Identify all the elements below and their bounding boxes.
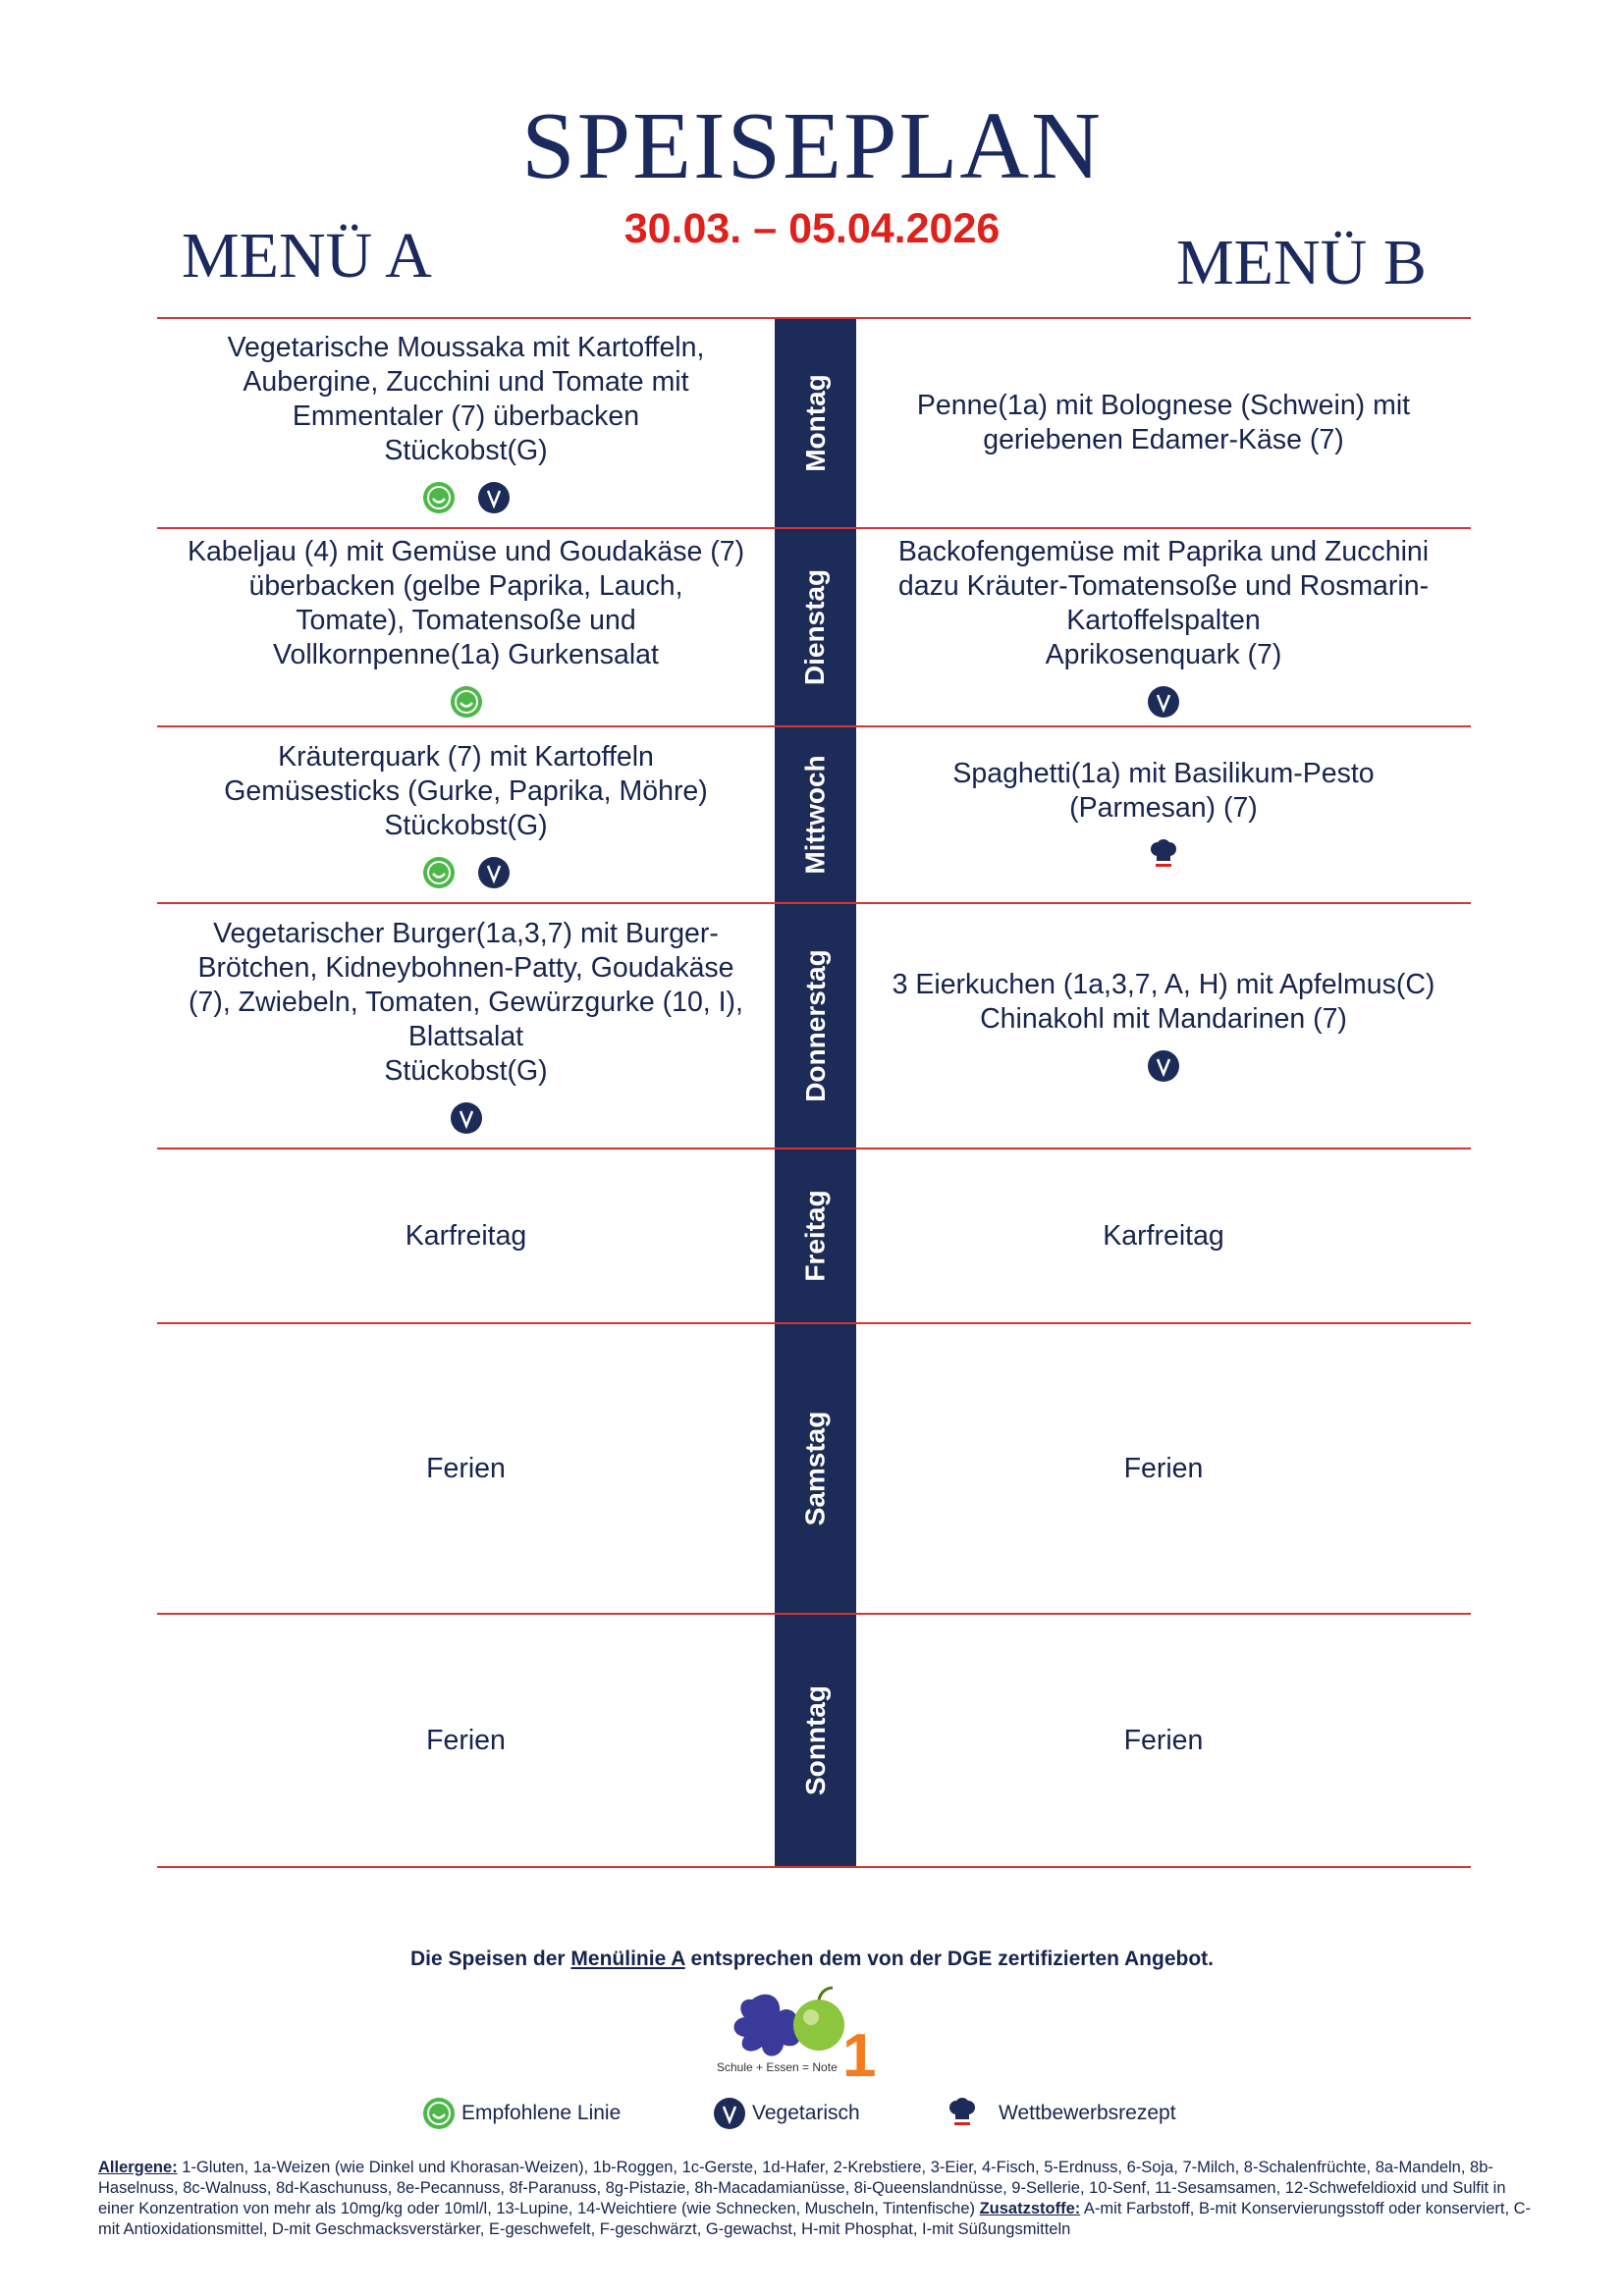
- additives-label: Zusatzstoffe:: [979, 2200, 1081, 2217]
- recommended-icon: [422, 856, 456, 889]
- dish-text: Kräuterquark (7) mit Kartoffeln Gemüsesticks (Gurke, Paprika, Möhre) Stückobst(G): [224, 740, 708, 841]
- dish-text: Backofengemüse mit Paprika und Zucchini dazu Kräuter-Tomatensoße und Rosmarin- Kartoffelspalten Aprikosenquark (7): [897, 536, 1430, 670]
- menu-b-dienstag: [856, 529, 1471, 725]
- date-range: 30.03. – 05.04.2026: [623, 205, 1001, 252]
- dish-text: Ferien: [426, 1452, 506, 1484]
- day-label-mittwoch: [775, 727, 856, 902]
- menu-b-samstag: [856, 1324, 1471, 1613]
- logo-splash: [734, 1995, 800, 2056]
- school-meal-logo: [713, 1980, 899, 2083]
- dish-icons: [1147, 684, 1180, 720]
- day-name: Montag: [799, 374, 831, 472]
- menu-a-donnerstag: [157, 904, 775, 1148]
- logo-apple: [793, 2000, 844, 2051]
- day-label-montag: [775, 319, 856, 527]
- meal-plan-table: [157, 317, 1471, 1867]
- additives-text: A-mit Farbstoff, B-mit Konservierungsstoff oder konserviert, C-mit Antioxidationsmittel, D-mit Geschmacksverstärker, E-geschwefelt, F-geschwärzt, G-gewachst, H-mit Phosphat, I-mit Süßungsmitteln: [98, 2200, 1532, 2238]
- menu-b-donnerstag: [856, 904, 1471, 1148]
- day-label-samstag: [775, 1324, 856, 1613]
- dish-text: Kabeljau (4) mit Gemüse und Goudakäse (7) überbacken (gelbe Paprika, Lauch, Tomate), Tomatensoße und Vollkornpenne(1a) Gurkensalat: [187, 536, 745, 670]
- allergen-info: [98, 2158, 1536, 2240]
- menu-b-montag: [856, 319, 1471, 527]
- day-name: Mittwoch: [799, 755, 831, 875]
- menu-a-dienstag: [157, 529, 775, 725]
- menu-a-mittwoch: [157, 727, 775, 902]
- vegetarian-icon: [1147, 1049, 1180, 1083]
- day-name: Donnerstag: [799, 949, 831, 1102]
- dge-menu-link: Menülinie A: [570, 1948, 685, 1970]
- day-name: Samstag: [799, 1411, 831, 1526]
- legend-vegetarian: [713, 2097, 860, 2130]
- day-name: Dienstag: [799, 568, 831, 686]
- logo-text: Schule + Essen = Note: [717, 2060, 838, 2074]
- dge-note-suffix: entsprechen dem von der DGE zertifizierten Angebot.: [684, 1948, 1214, 1970]
- legend-vegetarian-label: Vegetarisch: [752, 2102, 860, 2124]
- menu-b-sonntag: [856, 1615, 1471, 1866]
- recommended-icon: [450, 685, 483, 719]
- menu-a-sonntag: [157, 1615, 775, 1866]
- menu-a-freitag: [157, 1149, 775, 1322]
- legend-competition-label: Wettbewerbsrezept: [999, 2102, 1176, 2124]
- dish-icons: [450, 1100, 483, 1136]
- dge-note-prefix: Die Speisen der: [410, 1948, 571, 1970]
- dish-text: 3 Eierkuchen (1a,3,7, A, H) mit Apfelmus(C) Chinakohl mit Mandarinen (7): [892, 969, 1435, 1035]
- logo-number: 1: [842, 2022, 877, 2083]
- menu-b-freitag: [856, 1149, 1471, 1322]
- legend-competition: [946, 2097, 1176, 2130]
- day-label-freitag: [775, 1149, 856, 1322]
- recommended-icon: [422, 2097, 456, 2130]
- dish-text: Karfreitag: [405, 1219, 527, 1252]
- menu-b-mittwoch: [856, 727, 1471, 902]
- dish-text: Karfreitag: [1103, 1219, 1224, 1252]
- dish-text: Spaghetti(1a) mit Basilikum-Pesto (Parmesan) (7): [952, 758, 1375, 824]
- dish-icons: [1147, 837, 1180, 873]
- dish-text: Penne(1a) mit Bolognese (Schwein) mit geriebenen Edamer-Käse (7): [916, 390, 1411, 455]
- day-label-sonntag: [775, 1615, 856, 1866]
- legend: [0, 2097, 1624, 2136]
- vegetarian-icon: [477, 481, 511, 514]
- allergens-text: 1-Gluten, 1a-Weizen (wie Dinkel und Khorasan-Weizen), 1b-Roggen, 1c-Gerste, 1d-Hafer, 2-Krebstiere, 3-Eier, 4-Fisch, 5-Erdnuss, 6-Soja, 7-Milch, 8-Schalenfrüchte, 8a-Mandeln, 8b-Haselnuss, 8c-Walnuss, 8d-Kaschunuss, 8e-Pecannuss, 8f-Paranuss, 8g-Pistazie, 8h-Macadamianüsse, 8i-Queenslandnüsse, 9-Sellerie, 10-Senf, 11-Sesamsamen, 12-Schwefeldioxid und Sulfit in einer Konzentration von mehr als 10mg/kg oder 10ml/l, 13-Lupine, 14-Weichtiere (wie Schnecken, Muscheln, Tintenfische): [98, 2159, 1506, 2217]
- day-label-donnerstag: [775, 904, 856, 1148]
- vegetarian-icon: [1147, 685, 1180, 719]
- vegetarian-icon: [713, 2097, 746, 2130]
- recommended-icon: [422, 481, 456, 514]
- vegetarian-icon: [477, 856, 511, 889]
- dish-text: Vegetarischer Burger(1a,3,7) mit Burger- Brötchen, Kidneybohnen-Patty, Goudakäse (7), Zwiebeln, Tomaten, Gewürzgurke (10, I), Blattsalat Stückobst(G): [189, 917, 743, 1087]
- menu-b-heading: MENÜ B: [1176, 227, 1427, 298]
- dge-note: [0, 1948, 1624, 1971]
- dish-text: Ferien: [426, 1724, 506, 1756]
- dish-icons: [450, 684, 483, 720]
- day-label-dienstag: [775, 529, 856, 725]
- legend-recommended: [422, 2097, 621, 2130]
- vegetarian-icon: [450, 1101, 483, 1135]
- dish-text: Ferien: [1123, 1452, 1204, 1484]
- chef-hat-icon: [1147, 838, 1180, 872]
- menu-a-montag: [157, 319, 775, 527]
- dish-text: Vegetarische Moussaka mit Kartoffeln, Aubergine, Zucchini und Tomate mit Emmentaler (7) überbacken Stückobst(G): [227, 332, 705, 466]
- menu-a-samstag: [157, 1324, 775, 1613]
- chef-hat-icon: [946, 2097, 979, 2130]
- day-name: Freitag: [799, 1190, 831, 1282]
- dish-icons: [422, 480, 511, 515]
- row-divider: [157, 1866, 1471, 1868]
- menu-a-heading: MENÜ A: [182, 220, 432, 292]
- legend-recommended-label: Empfohlene Linie: [461, 2102, 622, 2124]
- dish-text: Ferien: [1123, 1724, 1204, 1756]
- dish-icons: [422, 855, 511, 890]
- dish-icons: [1147, 1048, 1180, 1084]
- allergens-label: Allergene:: [98, 2159, 178, 2176]
- page-title: SPEISEPLAN: [521, 93, 1103, 199]
- day-name: Sonntag: [799, 1685, 831, 1795]
